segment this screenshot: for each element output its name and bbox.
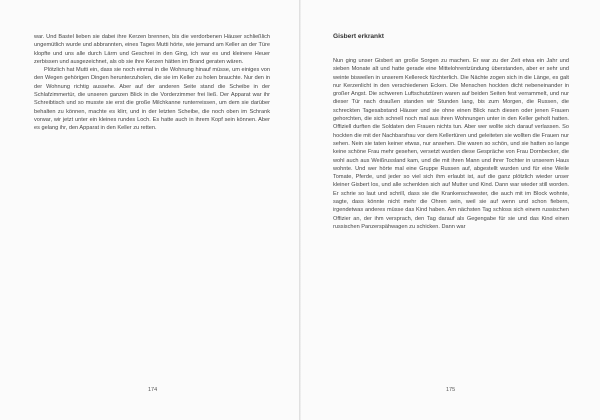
right-paragraph: Nun ging unser Gisbert an große Sorgen zu machen. Er war zu der Zeit etwa ein Jahr und sieben Monate alt und hatte gerade eine Mittelohrentzündung überstanden, aber er sehr und weinte bisweilen in unserem Kellereck fürchterlich. Die Nächte zogen sich in die Länge, es galt nur Kerzenlicht in den verschiedenen Ecken. Die Menschen hockten dicht nebeneinander in großer Angst. Die schweren Luftschutztüren waren auf beiden Seiten fest verrammelt, und nur dieser Tür nach draußen standen wir Stunden lang, bis zum Morgen, die Russen, die schreckten Tagesabstand Häuser und sie ohne einen Blick nach diesen oder jenen Frauen gehorchten, die sich schnell noch mal aus ihren Wohnungen unter in den Keller geholt hatten. Offiziell durften die Soldaten den Frauen nichts tun. Aber wer wollte sich darauf verlassen. So hockten die mit der Nachbarsfrau vor dem Kellertüren und geleiteten sie wollten die Frauen nur sehen. Nein sie taten keiner etwas, nur ansehen. Die waren so schön, und sie hatten so lange keine schöne Frau mehr gesehen, versetzt wurden diese Gespräche von Frau Dornbecker, die wohl auch aus Weißrussland kam, und die mit ihren Mann und ihrer Tochter in unserem Haus wohnte. Und wer hörte mal eine Gruppe Russen auf, abgestellt wurden und für eine Weile Tomate, Pferde, und jeder so viel sich ihm erlaubt ist, auf die ganz plötzlich wieder unser kleiner Gisbert los, und alle schenkten sich auf Mutter und Kind. Dann war wieder still worden. Er schrie so laut und schrill, dass sie die Krankenschwester, die auch mit im Block wohnte, sagte, dass könnte nicht mehr die Ohren sein, weil sie auf wenn und schon fiebern, irgendetwas anderes müsse das Kind haben. Am nächsten Tag schloss sich einem russischen Offizier an, der ihm versprach, den Tag darauf als Gegengabe für sie und das Kind einen russischen Panzerspähwagen zu schicken. Dann war [333, 58, 569, 230]
right-page-text [333, 57, 569, 231]
right-page [301, 0, 600, 420]
left-paragraph: Plötzlich hat Mutti ein, dass sie noch einmal in die Wohnung hinauf müsse, um einiges von den Wegen gehörigen Dingen herunterzuholen, die sie im Keller zu holen brauchte. Nur den in der Wohnung richtig aussehe. Aber auf der anderen Seite stand die Scheibe in der Schlafzimmertür, die unseren ganzen Blick in die Vorderzimmer frei ließ. Der Apparat war ihr Schreibtisch und so musste sie erst die große Milchkanne runterreissen, um dem sie darüber behalten zu können, machte es klirr, und in der letzten Scheibe, die noch oben im Schrank vorwar, wir jetzt unter ein kleines rundes Loch. Es hatte auch in ihrem Kopf sein können. Aber es gelang ihr, den Apparat in den Keller zu retten. [34, 67, 270, 132]
chapter-title: Gisbert erkrankt [333, 33, 384, 40]
left-page-text [34, 33, 270, 133]
right-page-number: 175 [446, 387, 456, 393]
left-paragraph: war. Und Bastel lieben sie dabei ihre Kerzen brennen, bis die verdorbenen Häuser schließlich ungemütlich wurde und abbrannten, eines Tages Mutti hörte, wie jemand am Keller an der Türe klopfte und uns alle durch Lärm und Geschrei in den Ging, ich war es und kleinere Heuer zerbissen und ausgezeichnet, als ob sie ihre Kerzen hätten im Brand geraten wären. [34, 34, 270, 65]
left-page-number: 174 [148, 387, 158, 393]
